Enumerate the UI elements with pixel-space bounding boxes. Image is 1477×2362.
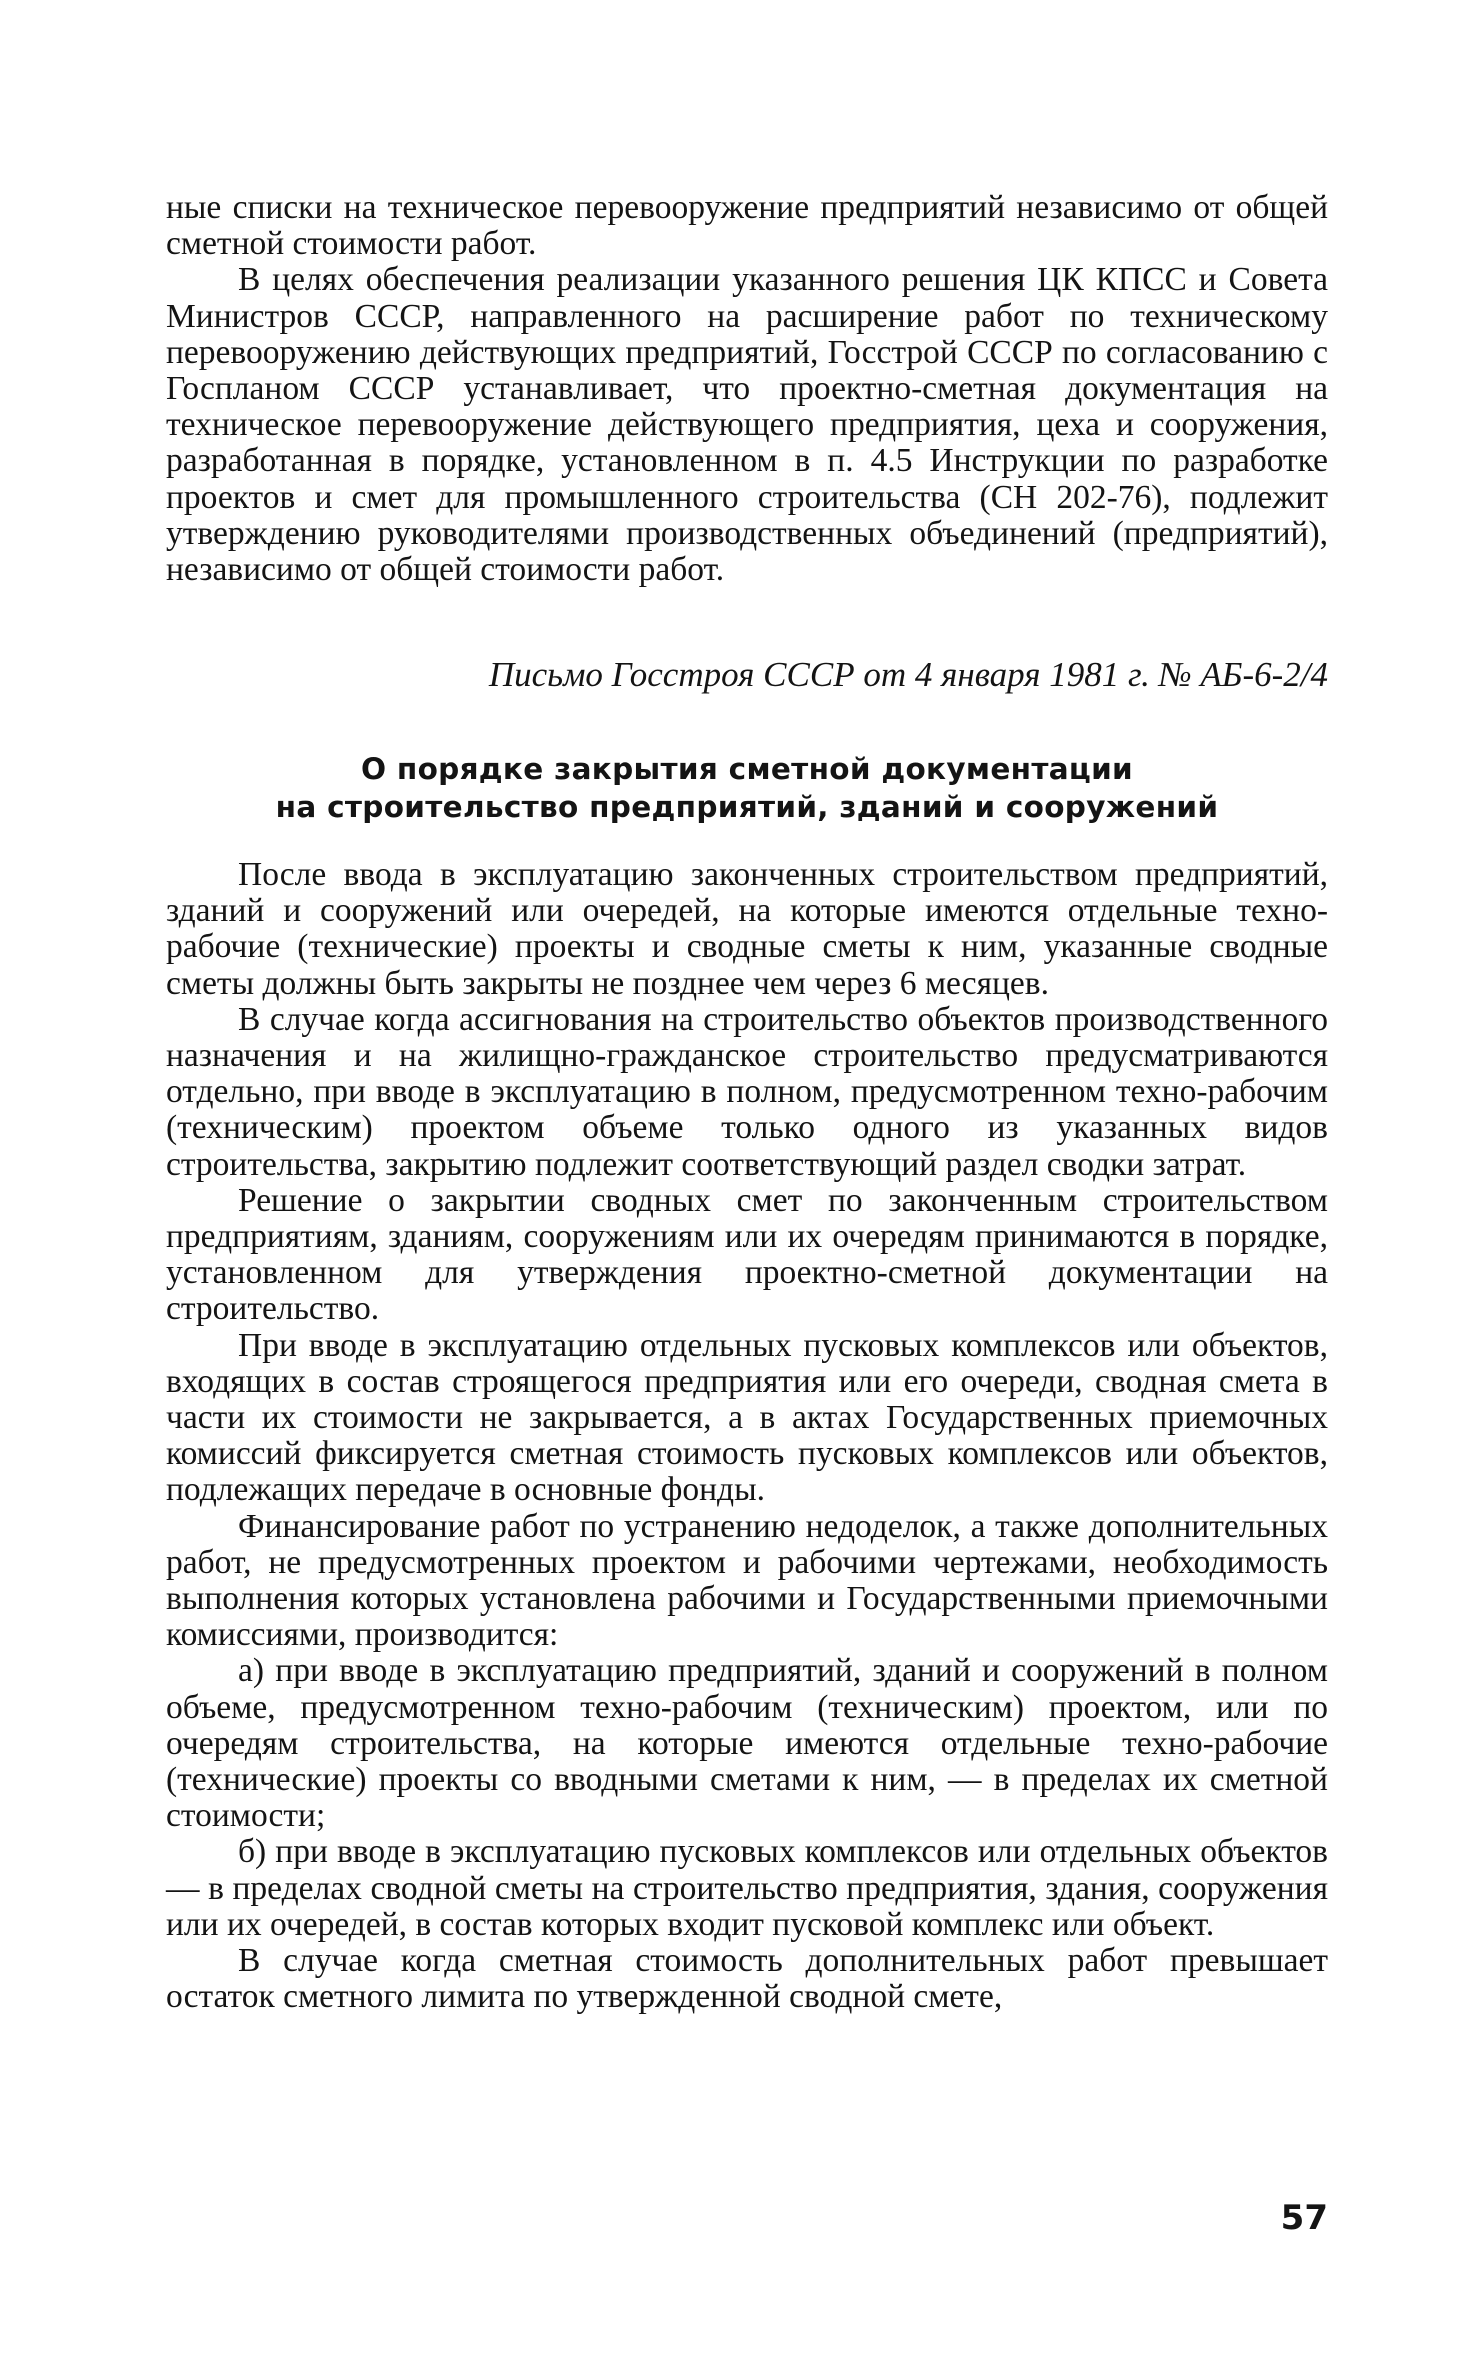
main-text-block <box>166 857 1328 2016</box>
section-heading <box>166 750 1328 826</box>
paragraph: В случае когда ассигнования на строительство объектов производственного назначения и на жилищно-гражданское строительство предусматриваются отдельно, при вводе в эксплуатацию в полном, предусмотренном техно-рабочим (техническим) проектом объеме только одного из указанных видов строительства, закрытию подлежит соответствующий раздел сводки затрат. <box>166 1000 1328 1183</box>
paragraph: В случае когда сметная стоимость дополнительных работ превышает остаток сметного лимита по утвержденной сводной смете, <box>166 1942 1328 2016</box>
heading-line-1: О порядке закрытия сметной документации <box>360 752 1134 786</box>
paragraph: При вводе в эксплуатацию отдельных пусковых комплексов или объектов, входящих в состав строящегося предприятия или его очереди, сводная смета в части их стоимости не закрывается, а в актах Государственных приемочных комиссий фиксируется сметная стоимость пусковых комплексов или объектов, подлежащих передаче в основные фонды. <box>166 1326 1328 1509</box>
paragraph: Финансирование работ по устранению недоделок, а также дополнительных работ, не предусмотренных проектом и рабочими чертежами, необходимость выполнения которых установлена рабочими и Государственными приемочными комиссиями, производится: <box>166 1507 1328 1654</box>
top-text-block <box>166 190 1328 588</box>
list-item: а) при вводе в эксплуатацию предприятий, зданий и сооружений в полном объеме, предусмотренном техно-рабочим (техническим) проектом, или по очередям строительства, на которые имеются отдельные техно-рабочие (технические) проекты со вводными сметами к ним, — в пределах их сметной стоимости; <box>166 1652 1328 1835</box>
list-item: б) при вводе в эксплуатацию пусковых комплексов или отдельных объектов — в пределах сводной сметы на строительство предприятия, здания, сооружения или их очередей, в состав которых входит пусковой комплекс или объект. <box>166 1833 1328 1943</box>
paragraph: После ввода в эксплуатацию законченных строительством предприятий, зданий и сооружений или очередей, на которые имеются отдельные техно-рабочие (технические) проекты и сводные сметы к ним, указанные сводные сметы должны быть закрыты не позднее чем через 6 месяцев. <box>166 856 1328 1002</box>
heading-line-2: на строительство предприятий, зданий и сооружений <box>275 790 1219 824</box>
paragraph: ные списки на техническое перевооружение предприятий независимо от общей сметной стоимости работ. <box>166 189 1328 263</box>
page-number: 57 <box>1280 2198 1328 2238</box>
paragraph: В целях обеспечения реализации указанного решения ЦК КПСС и Совета Министров СССР, направленного на расширение работ по техническому перевооружению действующих предприятий, Госстрой СССР по согласованию с Госпланом СССР устанавливает, что проектно-сметная документация на техническое перевооружение действующего предприятия, цеха и сооружения, разработанная в порядке, установленном в п. 4.5 Инструкции по разработке проектов и смет для промышленного строительства (СН 202-76), подлежит утверждению руководителями производственных объединений (предприятий), независимо от общей стоимости работ. <box>166 261 1328 589</box>
paragraph: Решение о закрытии сводных смет по законченным строительством предприятиям, зданиям, сооружениям или их очередям принимаются в порядке, установленном для утверждения проектно-сметной документации на строительство. <box>166 1181 1328 1328</box>
letter-reference: Письмо Госстроя СССР от 4 января 1981 г. № АБ-6-2/4 <box>488 655 1328 694</box>
